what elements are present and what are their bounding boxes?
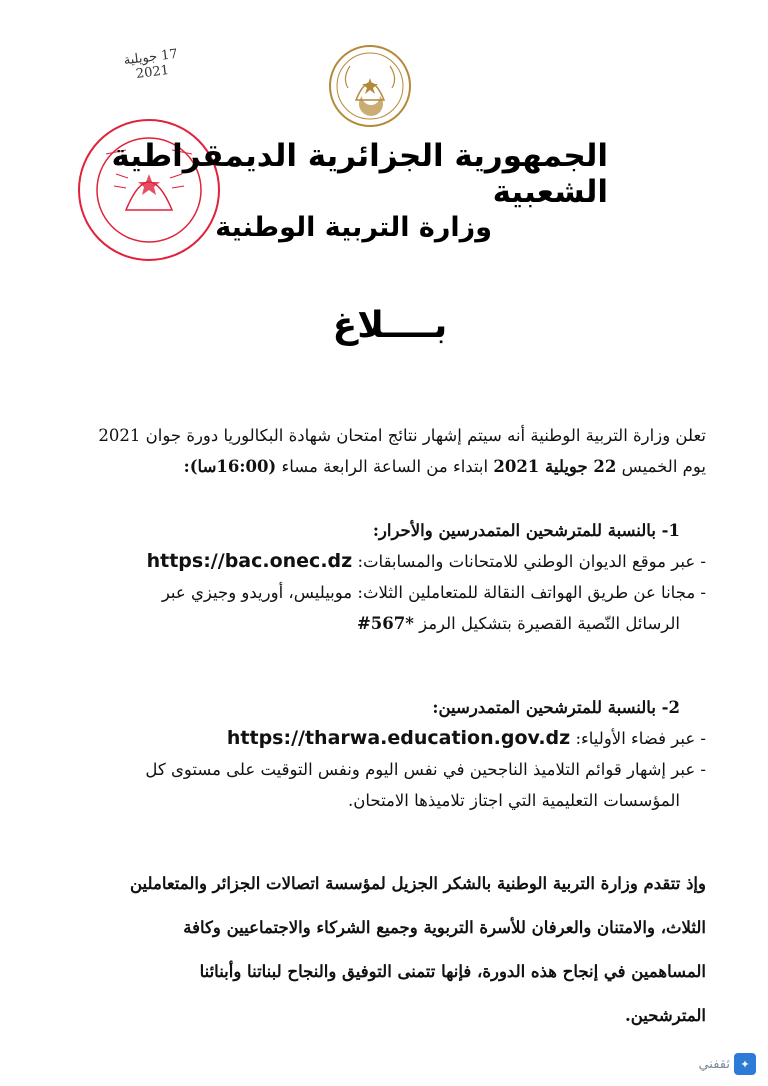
closing-line-4: المترشحين.: [625, 1006, 706, 1025]
closing-line-1: وإذ تتقدم وزارة التربية الوطنية بالشكر الجزيل لمؤسسة اتصالات الجزائر والمتعاملين: [129, 874, 706, 893]
section-2-item-2-line-1: - عبر إشهار قوائم التلاميذ الناجحين في نفس اليوم ونفس التوقيت على مستوى كل: [145, 760, 706, 779]
section-2-item-2-line-2: المؤسسات التعليمية التي اجتاز تلاميذها الامتحان.: [348, 791, 680, 810]
section-2: [70, 692, 706, 816]
intro-day: يوم الخميس: [616, 457, 706, 476]
sms-code: #567*: [356, 614, 414, 633]
section-1-item-1-text: - عبر موقع الديوان الوطني للامتحانات والمسابقات:: [352, 552, 706, 571]
section-2-item-1: [70, 723, 706, 754]
watermark-logo-icon: ✦: [734, 1053, 756, 1075]
section-1-heading: 1- بالنسبة للمترشحين المتمدرسين والأحرار:: [372, 521, 680, 540]
onec-link[interactable]: https://bac.onec.dz: [146, 550, 353, 572]
intro-paragraph: [70, 420, 706, 482]
site-watermark: [676, 1046, 756, 1082]
closing-line-2: الثلاث، والامتنان والعرفان للأسرة التربوية وجميع الشركاء والاجتماعيين وكافة: [183, 918, 706, 937]
sms-text: الرسائل النّصية القصيرة بتشكيل الرمز: [413, 614, 680, 633]
ministry-heading: وزارة التربية الوطنية: [215, 212, 492, 243]
closing-line-3: المساهمين في إنجاح هذه الدورة، فإنها تتمنى التوفيق والنجاح لبناتنا وأبنائنا: [199, 962, 706, 981]
section-1-item-2-line-1: - مجانا عن طريق الهواتف النقالة للمتعاملين الثلاث: موبيليس، أوريدو وجيزي عبر: [161, 583, 706, 602]
section-1-item-2-line-2: [70, 608, 706, 639]
state-emblem-icon: [322, 38, 418, 134]
section-1: [70, 515, 706, 639]
intro-from: ابتداء من الساعة الرابعة مساء: [276, 457, 494, 476]
republic-heading: الجمهورية الجزائرية الديمقراطية الشعبية: [111, 138, 608, 210]
document-title: بــــلاغ: [332, 305, 448, 346]
tharwa-link[interactable]: https://tharwa.education.gov.dz: [226, 727, 571, 749]
intro-time: (16:00سا):: [183, 457, 277, 476]
handwritten-date: 17 جويلية 2021: [122, 46, 179, 82]
intro-line-2: [70, 451, 706, 482]
section-2-item-1-text: - عبر فضاء الأولياء:: [570, 729, 706, 748]
section-2-heading: 2- بالنسبة للمترشحين المتمدرسين:: [432, 698, 680, 717]
section-1-item-1: [70, 546, 706, 577]
intro-line-1: تعلن وزارة التربية الوطنية أنه سيتم إشهار نتائج امتحان شهادة البكالوريا دورة جوان 2021: [98, 426, 706, 445]
closing-paragraph: [70, 862, 706, 1038]
watermark-text: ثقفني: [698, 1056, 730, 1072]
intro-date: 22 جويلية 2021: [493, 457, 617, 476]
